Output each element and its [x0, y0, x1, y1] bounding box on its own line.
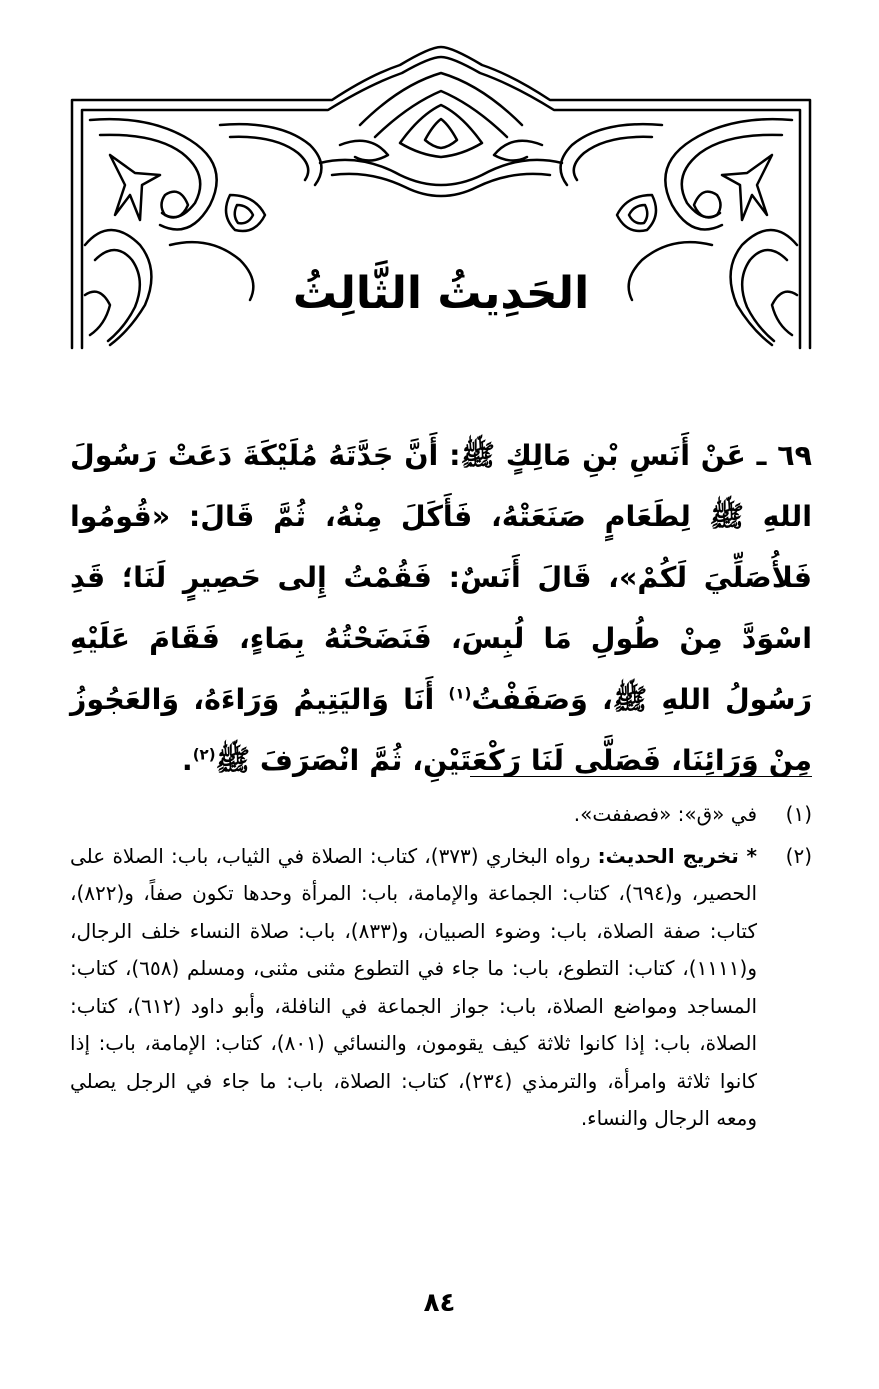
- footnotes: [70, 796, 812, 1138]
- footnote-ref-1: (١): [448, 684, 472, 703]
- footnote-number: (٢): [785, 843, 812, 868]
- hadith-number: ٦٩: [777, 439, 812, 472]
- footnote-1: [70, 796, 812, 834]
- footnote-number: (١): [785, 802, 812, 826]
- hadith-text-part-2: أَنَا وَاليَتِيمُ وَرَاءَهُ، وَالعَجُوزُ مِنْ وَرَائِنَا، فَصَلَّى لَنَا رَكْعَتَيْنِ، ثُمَّ انْصَرَفَ ﷺ: [70, 683, 812, 777]
- footnote-2: [70, 838, 812, 1138]
- hadith-end-mark: .: [181, 744, 193, 777]
- page-number: ٨٤: [423, 1288, 456, 1318]
- footnote-text: [70, 838, 757, 1138]
- footnote-separator: [470, 776, 812, 777]
- footnote-text: في «ق»: «فصففت».: [573, 802, 757, 826]
- footnote-citation: رواه البخاري (٣٧٣)، كتاب: الصلاة في الثياب، باب: الصلاة على الحصير، و(٦٩٤)، كتاب: الجماعة والإمامة، باب: المرأة وحدها تكون صفاً، و(٨٢٢)، كتاب: صفة الصلاة، باب: وضوء الصبيان، و(٨٣٣)، باب: صلاة النساء خلف الرجال، و(١١١١)، كتاب: التطوع، باب: ما جاء في التطوع مثنى مثنى، ومسلم (٦٥٨)، كتاب: المساجد ومواضع الصلاة، باب: جواز الجماعة في النافلة، وأبو داود (٦١٢)، كتاب: الصلاة، باب: إذا كانوا ثلاثة كيف يقومون، والنسائي (٨٠١)، كتاب: الإمامة، باب: إذا كانوا ثلاثة وامرأة، والترمذي (٢٣٤)، كتاب: الصلاة، باب: ما جاء في الرجل يصلي ومعه الرجال والنساء.: [70, 843, 757, 1130]
- hadith-text: ٦٩ ـ عَنْ أَنَسِ بْنِ مَالِكٍ ﷺ: أَنَّ جَدَّتَهُ مُلَيْكَةَ دَعَتْ رَسُولَ اللهِ ﷺ لِطَعَامٍ صَنَعَتْهُ، فَأَكَلَ مِنْهُ، ثُمَّ قَالَ: «قُومُوا فَلأُصَلِّيَ لَكُمْ»، قَالَ أَنَسٌ: فَقُمْتُ إِلى حَصِيرٍ لَنَا؛ قَدِ اسْوَدَّ مِنْ طُولِ مَا لُبِسَ، فَنَضَحْتُهُ بِمَاءٍ، فَقَامَ عَلَيْهِ رَسُولُ اللهِ ﷺ، وَصَفَفْتُ$^{(١)}$ أَنَا وَاليَتِيمُ وَرَاءَهُ، وَالعَجُوزُ مِنْ وَرَائِنَا، فَصَلَّى لَنَا رَكْعَتَيْنِ، ثُمَّ انْصَرَفَ ﷺ$^{(٢)}$.: [70, 439, 812, 777]
- hadith-text-part-1: عَنْ أَنَسِ بْنِ مَالِكٍ ﷺ: أَنَّ جَدَّتَهُ مُلَيْكَةَ دَعَتْ رَسُولَ اللهِ ﷺ لِطَعَامٍ صَنَعَتْهُ، فَأَكَلَ مِنْهُ، ثُمَّ قَالَ: «قُومُوا فَلأُصَلِّيَ لَكُمْ»، قَالَ أَنَسٌ: فَقُمْتُ إِلى حَصِيرٍ لَنَا؛ قَدِ اسْوَدَّ مِنْ طُولِ مَا لُبِسَ، فَنَضَحْتُهُ بِمَاءٍ، فَقَامَ عَلَيْهِ رَسُولُ اللهِ ﷺ، وَصَفَفْتُ: [70, 439, 812, 716]
- footnote-label: * تخريج الحديث:: [597, 843, 758, 868]
- footnote-ref-2: (٢): [192, 745, 216, 764]
- chapter-title: الحَدِيثُ الثَّالِثُ: [292, 268, 590, 319]
